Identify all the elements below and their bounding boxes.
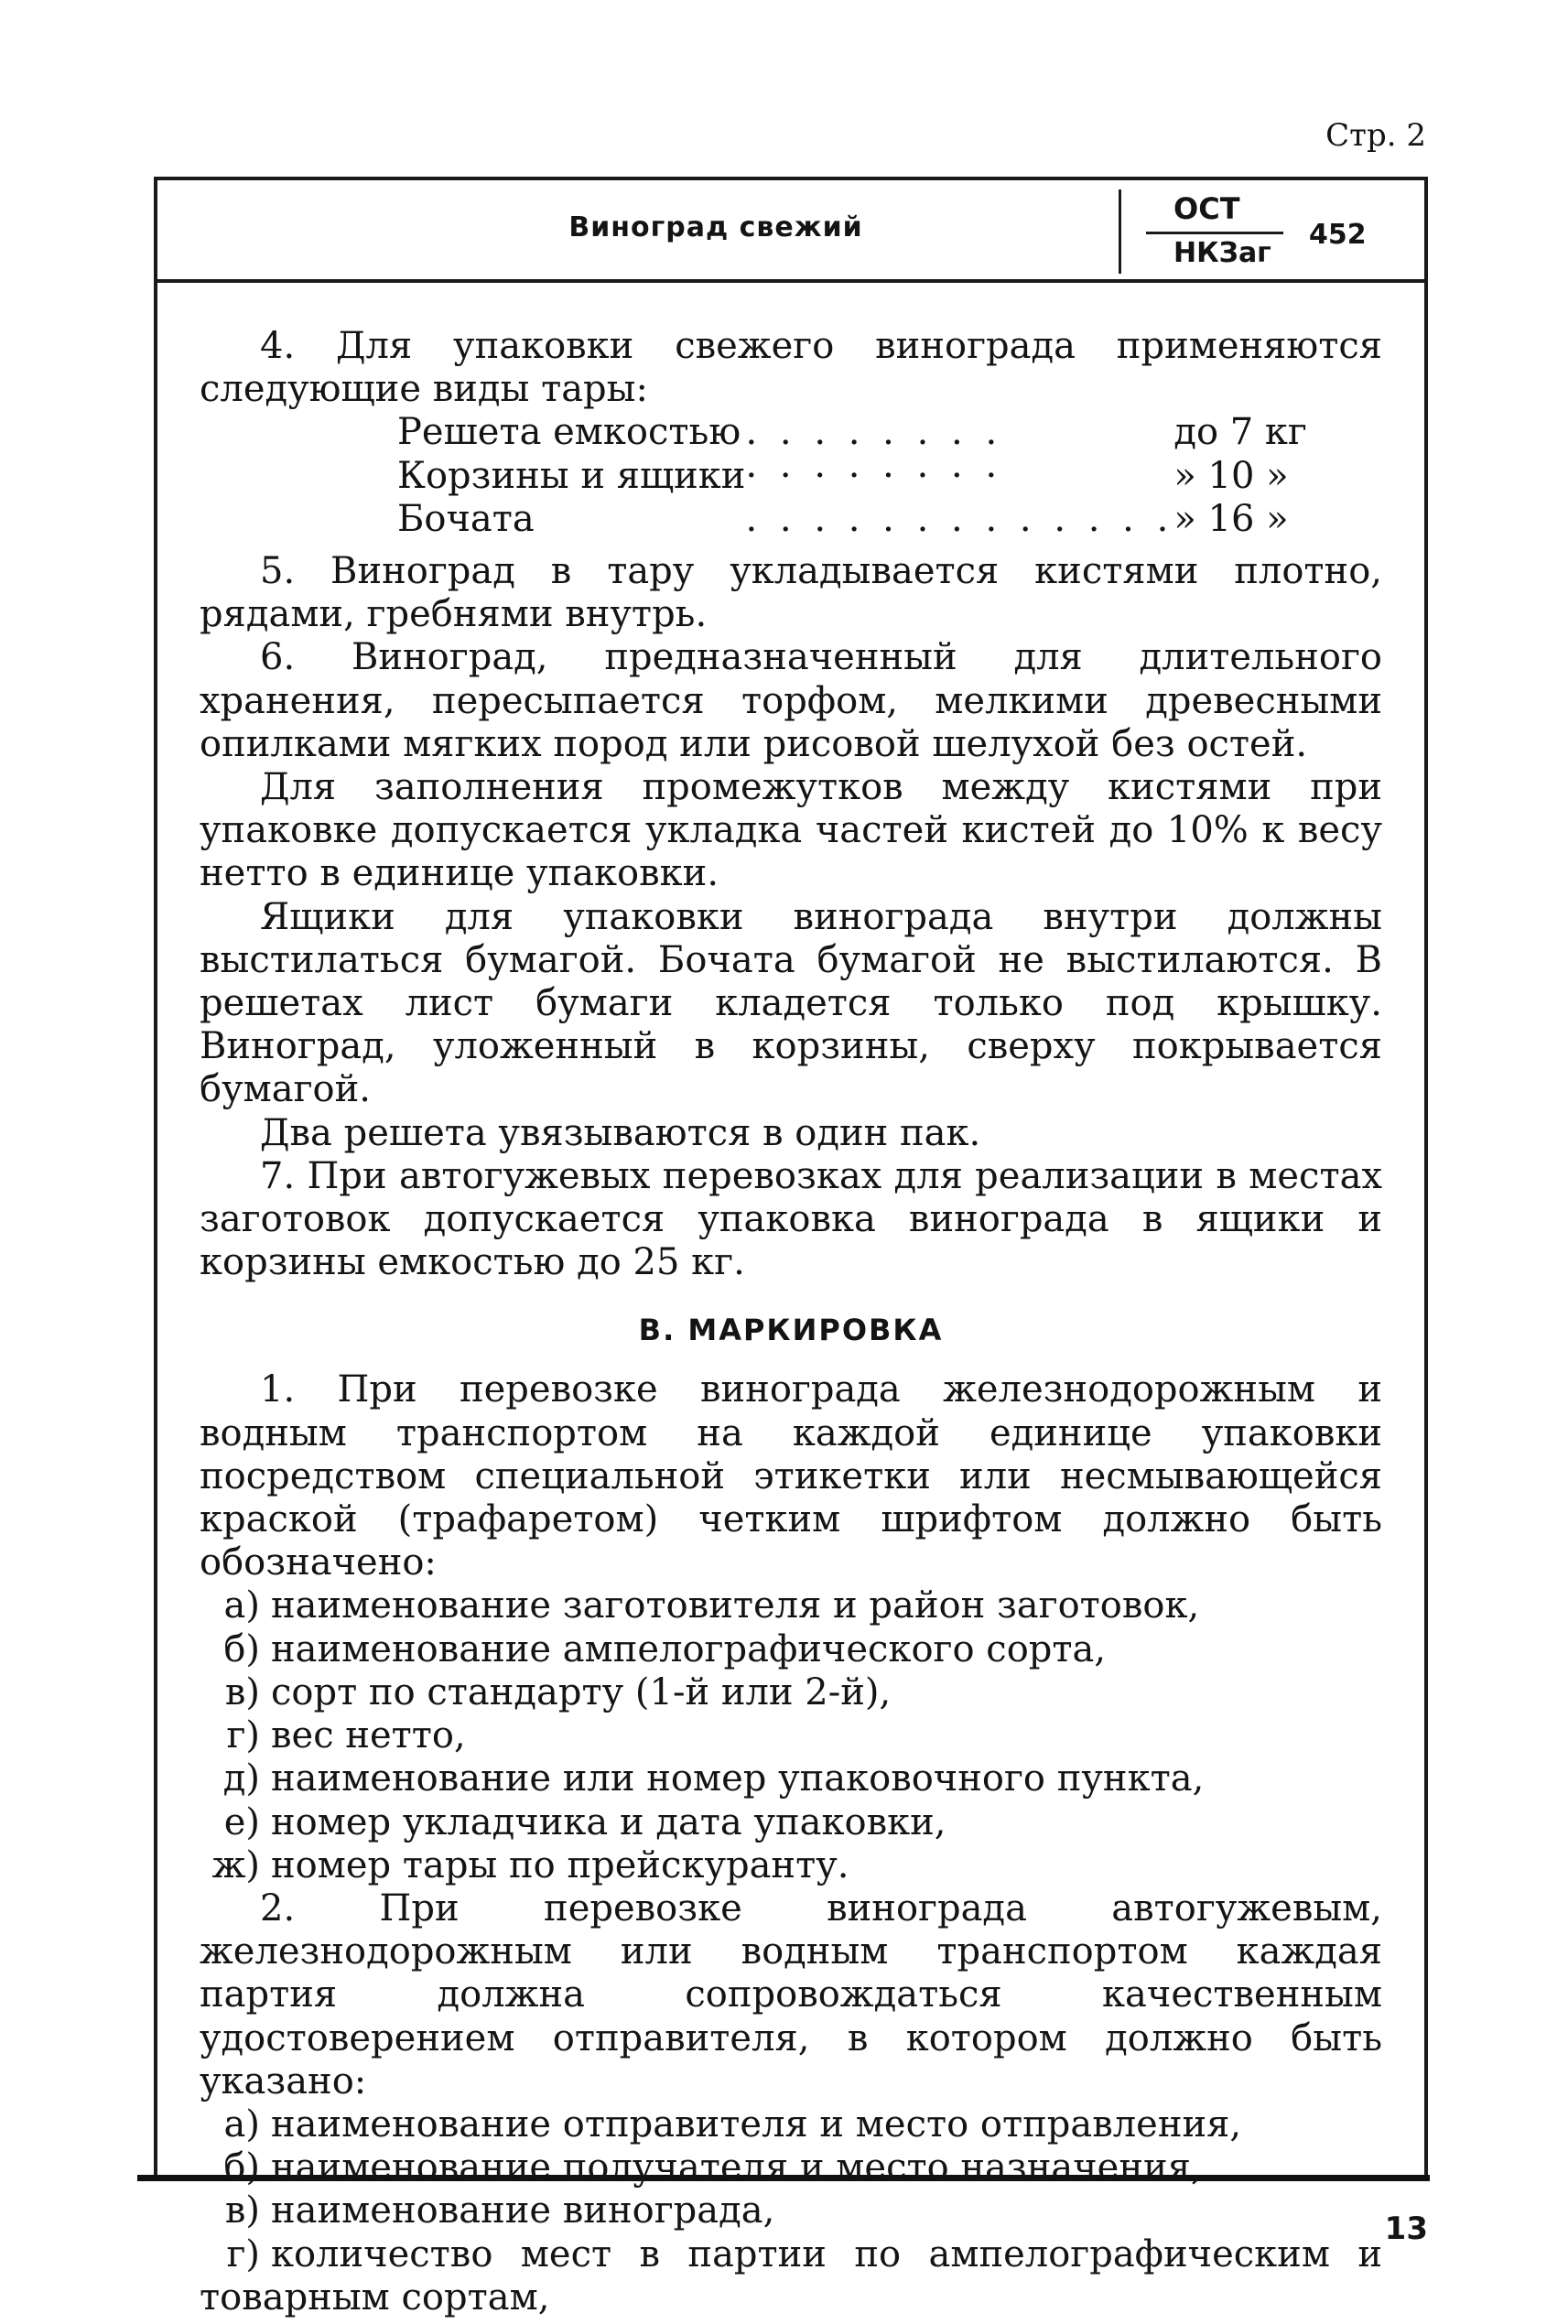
marking-paragraph-1: 1. При перевозке винограда железнодорожным и водным транспортом на каждой единице упаковки посредством специальной этикетки или несмывающейся краской (трафаретом) четким шрифтом должно быть обозначено: — [200, 1368, 1382, 1584]
fraction-line — [1146, 232, 1283, 234]
tare-leader: . . . . . . . . — [745, 411, 1003, 454]
tare-value: » 10 » — [1173, 454, 1289, 497]
list-text: наименование ампелографического сорта, — [271, 1627, 1107, 1670]
list-text: наименование заготовителя и район заготовок, — [271, 1584, 1200, 1627]
list-item — [200, 1801, 1382, 1844]
ost-label: ОСТ — [1173, 191, 1240, 226]
list-text: наименование отправителя и место отправления, — [271, 2102, 1242, 2146]
marking-paragraph-2: 2. При перевозке винограда автогужевым, железнодорожным или водным транспортом каждая партия должна сопровождаться качественным удостоверением отправителя, в котором должно быть указано: — [200, 1886, 1382, 2102]
list-text: сорт по стандарту (1-й или 2-й), — [271, 1670, 892, 1713]
paragraph-6c: Ящики для упаковки винограда внутри должны выстилаться бумагой. Бочата бумагой не выстилаются. В решетах лист бумаги кладется только под крышку. Виноград, уложенный в корзины, сверху покрывается бумагой. — [200, 895, 1382, 1111]
section-heading-marking: В. МАРКИРОВКА — [638, 1313, 944, 1348]
list-text: наименование или номер упаковочного пункта, — [271, 1757, 1205, 1800]
header-divider — [1119, 189, 1121, 274]
list-marker: б) — [223, 2146, 260, 2189]
list-item — [200, 2146, 1382, 2189]
list-text: наименование винограда, — [271, 2189, 775, 2232]
list-marker: в) — [224, 1670, 260, 1713]
tare-leader: · · · · · · · · — [745, 454, 1003, 497]
header-title: Виноград свежий — [568, 211, 863, 243]
ost-authority: НКЗаг — [1173, 237, 1271, 269]
paragraph-6: 6. Виноград, предназначенный для длительного хранения, пересыпается торфом, мелкими древесными опилками мягких пород или рисовой шелухой без остей. — [200, 636, 1382, 765]
paragraph-6d: Два решета увязываются в один пак. — [260, 1111, 981, 1154]
tare-row — [397, 498, 1313, 541]
tare-row — [397, 411, 1313, 454]
paragraph-4: 4. Для упаковки свежего винограда применяются следующие виды тары: — [200, 325, 1382, 411]
list-text: наименование получателя и место назначения, — [271, 2146, 1203, 2189]
list-marker: б) — [223, 1627, 260, 1670]
list-marker: д) — [222, 1757, 260, 1800]
list-marker: а) — [223, 2102, 260, 2146]
list-text: номер тары по прейскуранту. — [271, 1843, 849, 1886]
tare-row — [397, 455, 1313, 498]
tare-value: » 16 » — [1173, 497, 1289, 540]
list-item — [200, 2233, 1382, 2319]
paragraph-5: 5. Виноград в тару укладывается кистями плотно, рядами, гребнями внутрь. — [200, 550, 1382, 636]
list-item — [200, 1757, 1382, 1800]
list-text: вес нетто, — [271, 1714, 466, 1757]
list-item — [200, 1671, 1382, 1714]
tare-name: Бочата — [397, 497, 535, 540]
paragraph-6b: Для заполнения промежутков между кистями при упаковке допускается укладка частей кистей до 10% к весу нетто в единице упаковки. — [200, 766, 1382, 895]
page-label: Стр. 2 — [1325, 117, 1426, 154]
list-item — [200, 1714, 1382, 1757]
list-item — [200, 1844, 1382, 1887]
list-marker: г) — [226, 2232, 260, 2275]
tare-table — [397, 411, 1313, 541]
document-body — [200, 325, 1382, 2319]
list-marker: ж) — [211, 1843, 260, 1886]
tare-name: Решета емкостью — [397, 411, 741, 454]
tare-name: Корзины и ящики — [397, 454, 746, 497]
page-number: 13 — [1384, 2211, 1428, 2247]
list-text: номер укладчика и дата упаковки, — [271, 1800, 946, 1843]
paragraph-7: 7. При автогужевых перевозках для реализации в местах заготовок допускается упаковка винограда в ящики и корзины емкостью до 25 кг. — [200, 1154, 1382, 1284]
list-marker: в) — [224, 2189, 260, 2232]
tare-value: до 7 кг — [1173, 411, 1307, 454]
list-item — [200, 2189, 1382, 2232]
list-item — [200, 1584, 1382, 1627]
list-marker: а) — [223, 1584, 260, 1627]
list-item — [200, 2103, 1382, 2146]
document-header — [157, 180, 1424, 283]
list-text: количество мест в партии по ампелографическим и товарным сортам, — [200, 2232, 1382, 2319]
tare-leader: . . . . . . . . . . . . . — [745, 497, 1174, 540]
list-item — [200, 1628, 1382, 1671]
list-marker: е) — [223, 1800, 260, 1843]
standard-number: 452 — [1309, 219, 1367, 251]
list-marker: г) — [226, 1714, 260, 1757]
